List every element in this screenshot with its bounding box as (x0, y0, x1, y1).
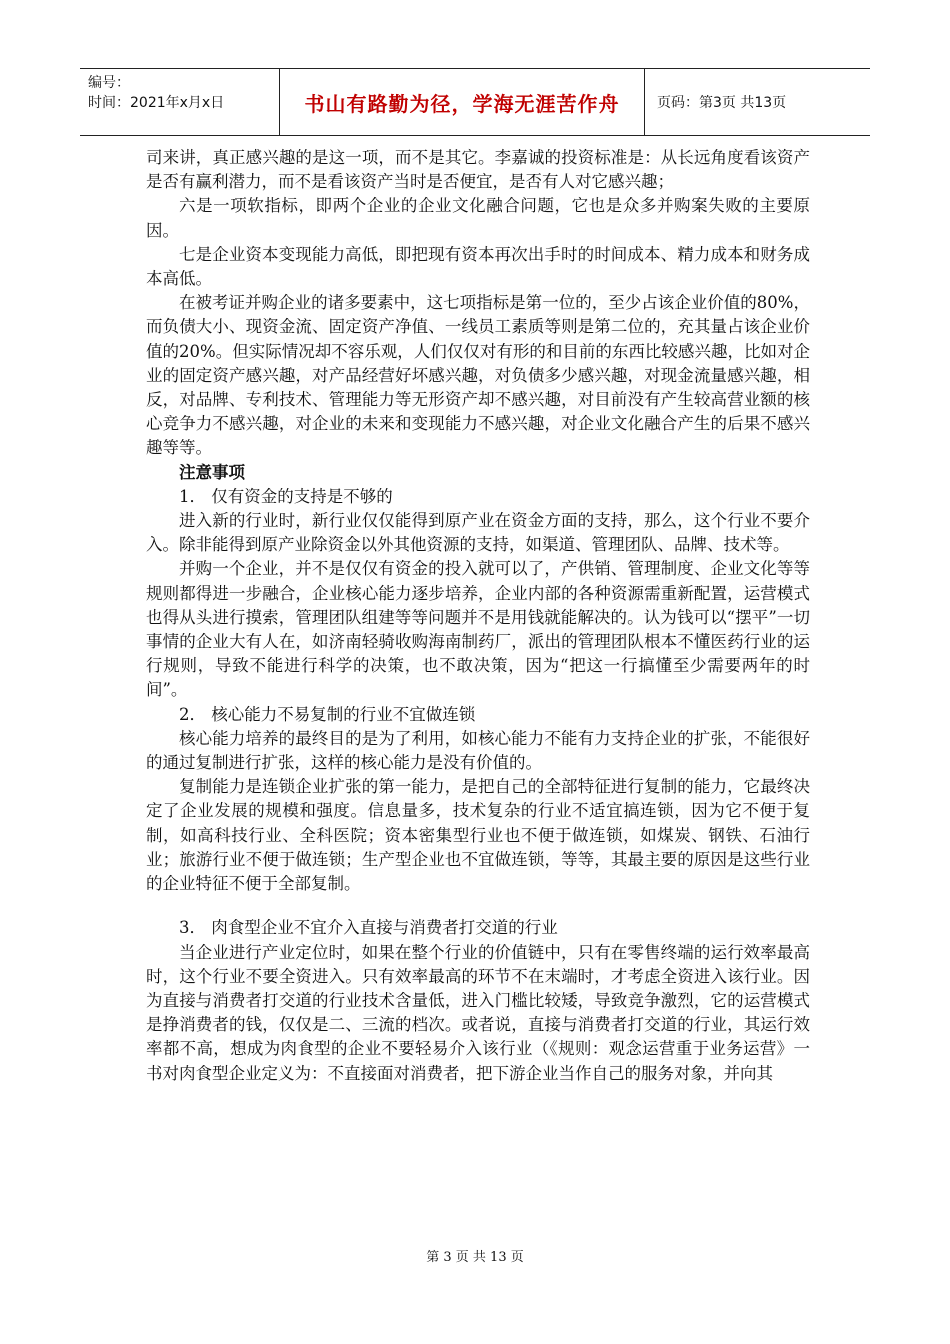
paragraph: 复制能力是连锁企业扩张的第一能力，是把自己的全部特征进行复制的能力，它最终决定了企业发展的规模和强度。信息量多，技术复杂的行业不适宜搞连锁，因为它不便于复制，如高科技行业、全科医院；资本密集型行业也不便于做连锁，如煤炭、钢铁、石油行业；旅游行业不便于做连锁；生产型企业也不宜做连锁，等等，其最主要的原因是这些行业的企业特征不便于全部复制。 (146, 777, 810, 894)
header-page-info: 页码：第3页 共13页 (657, 95, 787, 111)
item-heading: 2． 核心能力不易复制的行业不宜做连锁 (179, 704, 476, 724)
document-body (146, 146, 810, 1086)
time-label: 时间：2021年x月x日 (88, 95, 225, 111)
paragraph: 司来讲，真正感兴趣的是这一项，而不是其它。李嘉诚的投资标准是：从长远角度看该资产是否有赢利潜力，而不是看该资产当时是否便宜，是否有人对它感兴趣； (146, 148, 810, 192)
paragraph: 七是企业资本变现能力高低，即把现有资本再次出手时的时间成本、精力成本和财务成本高低。 (146, 244, 810, 289)
section-title: 注意事项 (179, 462, 245, 482)
paragraph: 在被考证并购企业的诸多要素中，这七项指标是第一位的，至少占该企业价值的80%，而负债大小、现资金流、固定资产净值、一线员工素质等则是第二位的，充其量占该企业价值的20%。但实际情况却不容乐观，人们仅仅对有形的和目前的东西比较感兴趣，比如对企业的固定资产感兴趣，对产品经营好坏感兴趣，对负债多少感兴趣，对现金流量感兴趣，相反，对品牌、专利技术、管理能力等无形资产却不感兴趣，对目前没有产生较高营业额的核心竞争力不感兴趣，对企业的未来和变现能力不感兴趣，对企业文化融合产生的后果不感兴趣等等。 (146, 293, 810, 458)
paragraph: 进入新的行业时，新行业仅仅能得到原产业在资金方面的支持，那么，这个行业不要介入。除非能得到原产业除资金以外其他资源的支持，如渠道、管理团队、品牌、技术等。 (146, 511, 810, 555)
number-label: 编号： (88, 75, 130, 91)
paragraph: 六是一项软指标，即两个企业的企业文化融合问题，它也是众多并购案失败的主要原因。 (146, 196, 810, 240)
item-heading: 3． 肉食型企业不宜介入直接与消费者打交道的行业 (179, 918, 558, 938)
header-meta (80, 69, 280, 135)
page-footer: 第 3 页 共 13 页 (426, 1250, 524, 1265)
page-header (80, 68, 870, 136)
header-motto: 书山有路勤为径，学海无涯苦作舟 (280, 69, 645, 135)
paragraph: 当企业进行产业定位时，如果在整个行业的价值链中，只有在零售终端的运行效率最高时，这个行业不要全资进入。只有效率最高的环节不在末端时，才考虑全资进入该行业。因为直接与消费者打交道的行业技术含量低，进入门槛比较矮，导致竞争激烈，它的运营模式是挣消费者的钱，仅仅是二、三流的档次。或者说，直接与消费者打交道的行业，其运行效率都不高，想成为肉食型的企业不要轻易介入该行业（《规则：观念运营重于业务运营》一书对肉食型企业定义为：不直接面对消费者，把下游企业当作自己的服务对象，并向其 (146, 942, 810, 1083)
paragraph: 并购一个企业，并不是仅仅有资金的投入就可以了，产供销、管理制度、企业文化等等规则都得进一步融合，企业核心能力逐步培养，企业内部的各种资源需重新配置，运营模式也得从头进行摸索，管理团队组建等等问题并不是用钱就能解决的。认为钱可以“摆平”一切事情的企业大有人在，如济南轻骑收购海南制药厂，派出的管理团队根本不懂医药行业的运行规则，导致不能进行科学的决策，也不敢决策，因为“把这一行搞懂至少需要两年的时间”。 (146, 559, 810, 700)
paragraph: 核心能力培养的最终目的是为了利用，如核心能力不能有力支持企业的扩张，不能很好的通过复制进行扩张，这样的核心能力是没有价值的。 (146, 728, 810, 773)
spacer (146, 896, 810, 916)
item-heading: 1． 仅有资金的支持是不够的 (179, 486, 393, 506)
